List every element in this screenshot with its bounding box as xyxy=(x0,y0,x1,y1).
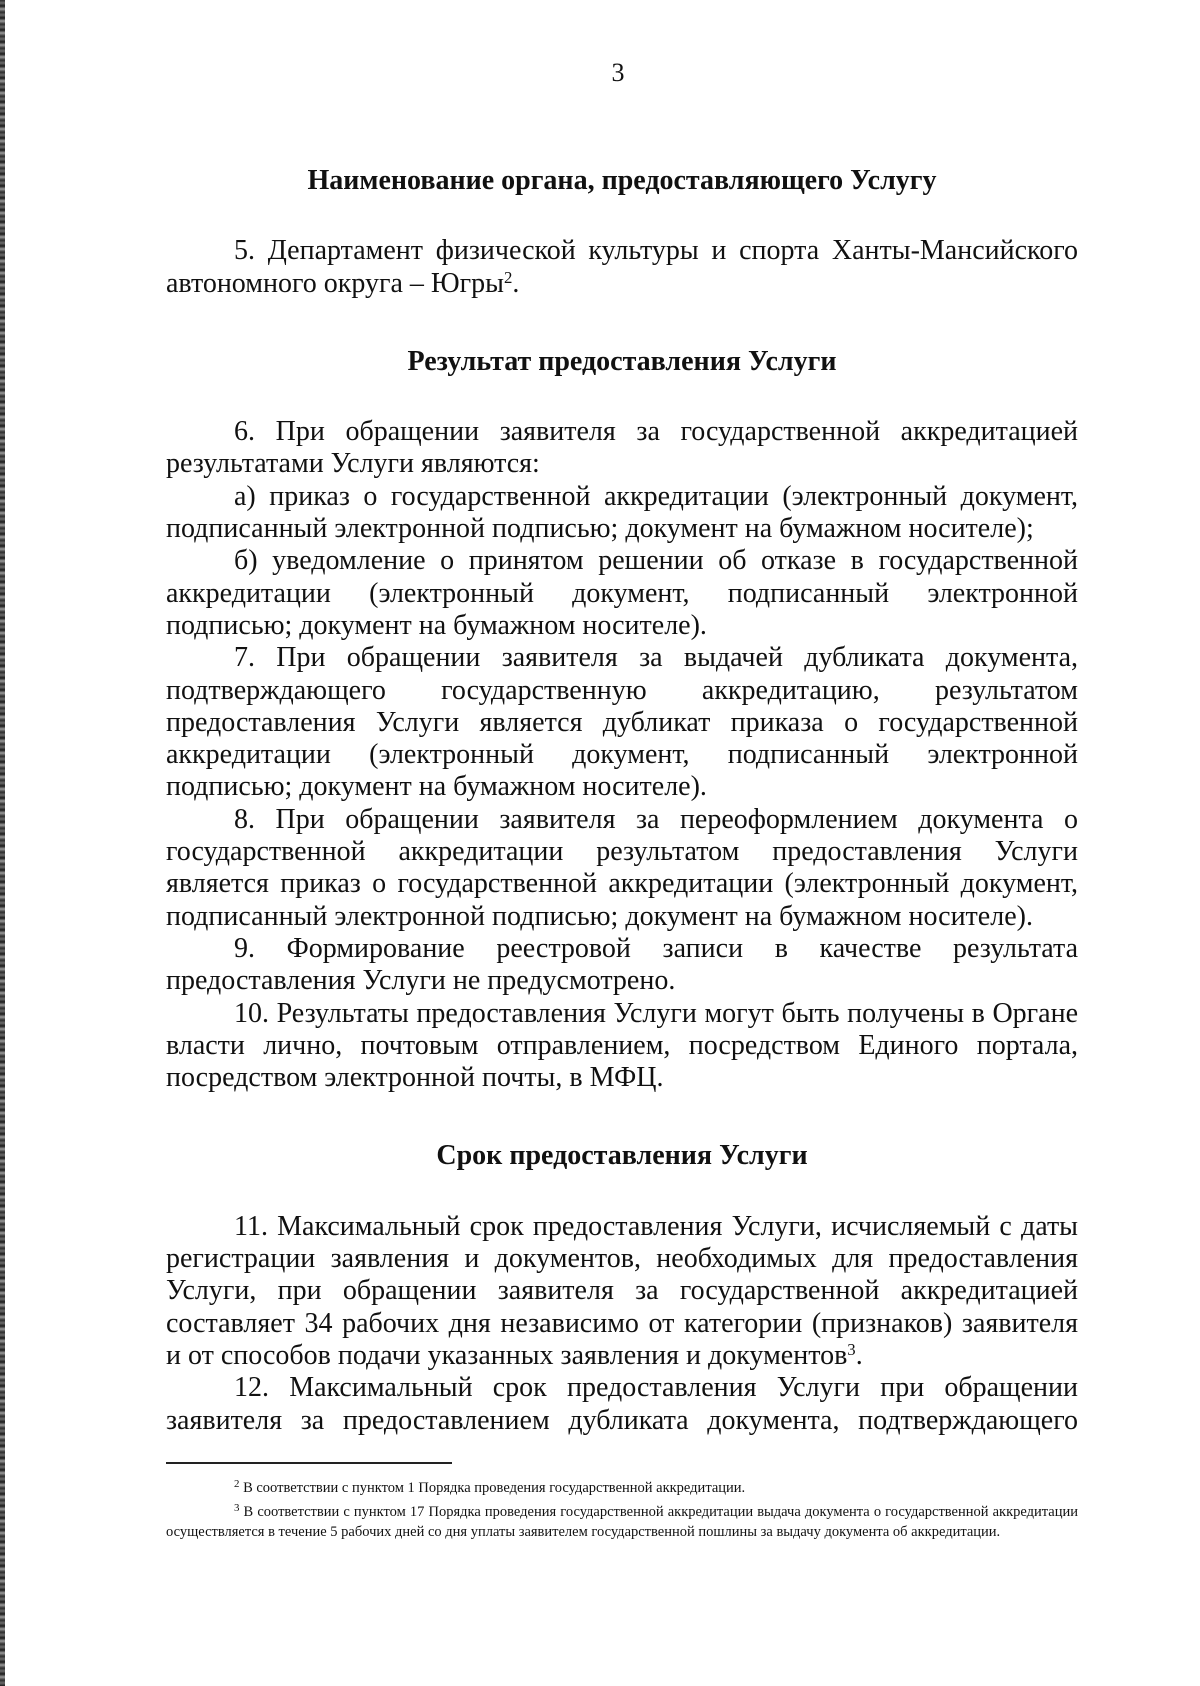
footnote-ref-2[interactable]: 2 xyxy=(503,267,513,287)
footnotes xyxy=(166,1478,1078,1546)
page-number: 3 xyxy=(611,58,625,87)
paragraph-12: 12. Максимальный срок предоставления Услуги при обращении заявителя за предоставлением дубликата документа, подтверждающего xyxy=(166,1372,1078,1436)
paragraph-6a: а) приказ о государственной аккредитации (электронный документ, подписанный электронной подписью; документ на бумажном носителе); xyxy=(166,480,1078,545)
paragraph-7: 7. При обращении заявителя за выдачей дубликата документа, подтверждающего государственную аккредитацию, результатом предоставления Услуги является дубликат приказа о государственной аккредитации (электронный документ, подписанный электронной подписью; документ на бумажном носителе). xyxy=(166,642,1078,803)
paragraph-8: 8. При обращении заявителя за переоформлением документа о государственной аккредитации результатом предоставления Услуги является приказ о государственной аккредитации (электронный документ, подписанный электронной подписью; документ на бумажном носителе). xyxy=(166,803,1078,932)
footnote-ref-3[interactable]: 3 xyxy=(847,1339,856,1359)
document-body xyxy=(166,165,1078,1437)
footnote-2: $^2$ В соответствии с пунктом 1 Порядка проведения государственной аккредитации. xyxy=(234,1478,746,1496)
paragraph-10: 10. Результаты предоставления Услуги могут быть получены в Органе власти лично, почтовым отправлением, посредством Единого портала, посредством электронной почты, в МФЦ. xyxy=(166,997,1078,1094)
heading-organ: Наименование органа, предоставляющего Услугу xyxy=(307,165,937,196)
footnote-separator xyxy=(166,1462,452,1464)
scan-edge xyxy=(0,0,5,1686)
paragraph-6: 6. При обращении заявителя за государственной аккредитацией результатами Услуги являются: xyxy=(166,416,1078,480)
heading-result: Результат предоставления Услуги xyxy=(407,345,837,377)
paragraph-5: 5. Департамент физической культуры и спорта Ханты-Мансийского автономного округа – Югры$^2$. xyxy=(166,235,1078,299)
heading-term: Срок предоставления Услуги xyxy=(436,1140,808,1172)
paragraph-9: 9. Формирование реестровой записи в качестве результата предоставления Услуги не предусмотрено. xyxy=(166,932,1078,997)
paragraph-6b: б) уведомление о принятом решении об отказе в государственной аккредитации (электронный документ, подписанный электронной подписью; документ на бумажном носителе). xyxy=(166,545,1078,641)
paragraph-11: 11. Максимальный срок предоставления Услуги, исчисляемый с даты регистрации заявления и документов, необходимых для предоставления Услуги, при обращении заявителя за государственной аккредитацией составляет 34 рабочих дня независимо от категории (признаков) заявителя и от способов подачи указанных заявления и документов$^3$. xyxy=(166,1210,1078,1371)
footnote-3: $^3$ В соответствии с пунктом 17 Порядка проведения государственной аккредитации выдача документа о государственной аккредитации осуществляется в течение 5 рабочих дней со дня уплаты заявителем государственной пошлины за выдачу документа об аккредитации. xyxy=(166,1502,1078,1540)
